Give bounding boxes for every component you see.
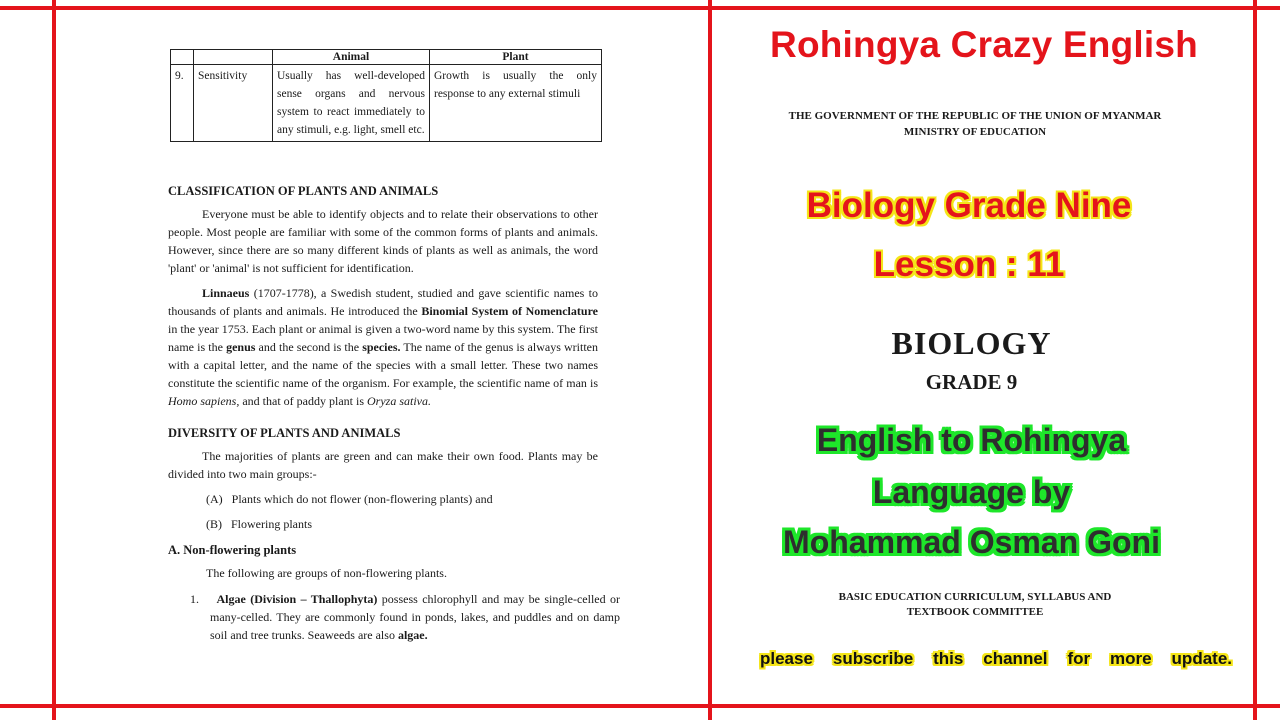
- list-label: (B): [206, 517, 222, 531]
- row-name: Sensitivity: [194, 65, 273, 142]
- list-text: Flowering plants: [231, 517, 312, 531]
- text-span: The name of the genus is always written with a capital letter, and the name of the species with a small letter. These two names constitute the scientific name of the organism. For example, the scientific name of man is: [168, 340, 598, 390]
- table-header-row: [171, 50, 602, 65]
- table-header-plant: Plant: [430, 50, 602, 65]
- text-span: possess chlorophyll and may be single-celled or many-celled. They are commonly found in ponds, lakes, and puddles and on damp soil and tree trunks. Seaweeds are also: [210, 592, 621, 642]
- committee-line-1: BASIC EDUCATION CURRICULUM, SYLLABUS AND: [838, 591, 1112, 603]
- row-plant: Growth is usually the only response to any external stimuli: [430, 65, 602, 142]
- list-number: 1.: [190, 592, 199, 606]
- list-text: Plants which do not flower (non-flowering plants) and: [231, 492, 493, 506]
- row-animal: Usually has well-developed sense organs and nervous system to react immediately to any stimuli, e.g. light, smell etc.: [273, 65, 430, 142]
- channel-brand-title: Rohingya Crazy English: [770, 24, 1198, 65]
- row-number: 9.: [171, 65, 194, 142]
- nonflowering-intro: The following are groups of non-flowering plants.: [206, 566, 447, 580]
- nonflowering-heading: A. Non-flowering plants: [168, 543, 297, 557]
- diversity-paragraph: The majorities of plants are green and can make their own food. Plants may be divided into two main groups:-: [168, 449, 598, 481]
- committee-line-2: TEXTBOOK COMMITTEE: [906, 606, 1044, 618]
- frame-left: [52, 0, 56, 720]
- table-header-animal: Animal: [273, 50, 430, 65]
- subscribe-banner: please subscribe this channel for more update.: [760, 649, 1232, 668]
- classification-heading: CLASSIFICATION OF PLANTS AND ANIMALS: [168, 184, 439, 198]
- table-header: [171, 50, 194, 65]
- committee-footer: [740, 590, 1210, 620]
- gov-line: THE GOVERNMENT OF THE REPUBLIC OF THE UNION OF MYANMAR: [788, 110, 1162, 122]
- book-grade: GRADE 9: [925, 370, 1018, 394]
- algae-item: [190, 590, 620, 644]
- lesson-number: Lesson : 11: [873, 245, 1065, 284]
- list-label: (A): [206, 492, 223, 506]
- translation-line-2: Language by: [872, 474, 1071, 510]
- classification-paragraph-2: [168, 284, 598, 410]
- book-title: BIOLOGY: [891, 325, 1052, 361]
- binomial-term: Binomial System of Nomenclature: [421, 304, 599, 318]
- table-header: [194, 50, 273, 65]
- textbook-page: [66, 14, 706, 714]
- ministry-line: MINISTRY OF EDUCATION: [903, 126, 1047, 138]
- frame-middle: [708, 0, 712, 720]
- comparison-table: [170, 49, 602, 142]
- text-span: and the second is the: [255, 340, 363, 354]
- list-item: [206, 515, 312, 533]
- translation-line-1: English to Rohingya: [816, 422, 1127, 458]
- diversity-heading: DIVERSITY OF PLANTS AND ANIMALS: [168, 426, 401, 440]
- oryza-sativa: Oryza sativa.: [366, 394, 431, 408]
- list-item: [206, 490, 493, 508]
- author-name: Mohammad Osman Goni: [783, 524, 1160, 560]
- lesson-title: Biology Grade Nine: [806, 186, 1132, 225]
- algae-bold: algae.: [397, 628, 428, 642]
- homo-sapiens: Homo sapiens,: [168, 394, 240, 408]
- government-header: [740, 108, 1210, 140]
- genus-term: genus: [226, 340, 256, 354]
- frame-right: [1253, 0, 1257, 720]
- text-span: in the year 1753. Each plant or animal is given a two-word name by this system. The first name is the: [168, 322, 598, 354]
- classification-paragraph-1: Everyone must be able to identify objects and to relate their observations to other people. Most people are familiar with some of the common forms of plants and animals. However, since there are so many different kinds of plants as well as animals, the word 'plant' or 'animal' is not sufficient for identification.: [168, 207, 598, 275]
- species-term: species.: [362, 340, 401, 354]
- table-row: [171, 65, 602, 142]
- text-span: and that of paddy plant is: [239, 394, 367, 408]
- linnaeus-term: Linnaeus: [202, 286, 250, 300]
- text-span: (1707-1778), a Swedish student, studied and gave scientific names to thousands of plants and animals. He introduced the: [168, 286, 598, 318]
- frame-top: [0, 6, 1280, 10]
- algae-term: Algae (Division – Thallophyta): [216, 592, 378, 606]
